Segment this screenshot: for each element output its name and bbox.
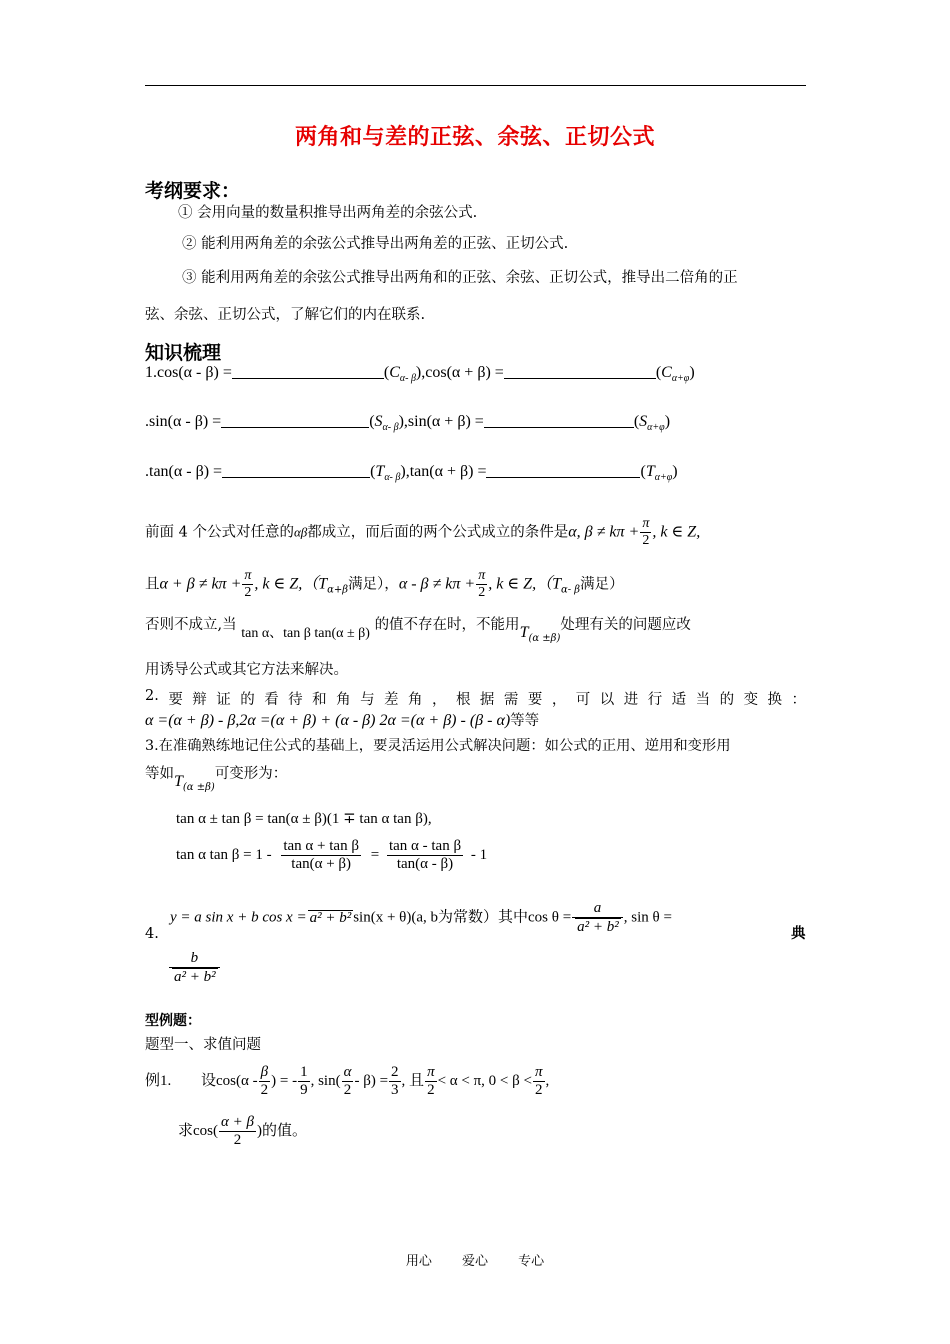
tan-diff-sub: α- β (384, 472, 401, 483)
ex1-d: - β) = (354, 1073, 389, 1090)
frac-den: 2 (219, 1131, 256, 1149)
cos-sum-sub: α+φ (671, 373, 690, 384)
frac-den: 2 (260, 1082, 269, 1099)
item2-char: 辩 (192, 692, 207, 708)
frac-den: 2 (476, 584, 487, 601)
pi-over-2-frac-3 (476, 568, 487, 601)
item2-char: 换 (767, 692, 783, 708)
cond2-head: 且 (145, 576, 160, 593)
ex1-frac-alpha (342, 1064, 354, 1100)
item4-mid: sin(x + θ)(a, b为常数）其中cos θ = (353, 909, 572, 926)
page-title: 两角和与差的正弦、余弦、正切公式 (294, 125, 655, 150)
item2-char: 和 (312, 692, 327, 708)
sin-sum-tag: S (639, 413, 648, 430)
frac-num: β (260, 1064, 269, 1080)
cos-diff-lhs: 1.cos(α - β) = (145, 364, 232, 381)
blank-sin-diff (221, 413, 369, 428)
requirement-3: ③ 能利用两角差的余弦公式推导出两角和的正弦、余弦、正切公式，推导出二倍角的正 (182, 270, 738, 286)
frac-den: tan(α - β) (387, 855, 463, 873)
item4-frac-b (168, 950, 221, 987)
sin-diff-tag: S (374, 413, 383, 430)
ask-b: )的值。 (256, 1123, 307, 1140)
item2-char: 角 (336, 692, 351, 708)
frac-num: π (244, 568, 252, 583)
item3-eq-1: tan α ± tan β = tan(α ± β)(1 ∓ tan α tan β), (176, 811, 432, 827)
cond2-T-sub-2: α- β (560, 584, 581, 596)
type-1-label: 题型一、求值问题 (145, 1037, 261, 1053)
ex1-label: 例1. (145, 1073, 172, 1090)
frac-num: α (343, 1064, 352, 1080)
sin-sum-lhs: ,sin(α + β) = (403, 413, 484, 430)
knowledge-heading: 知识梳理 (145, 342, 222, 364)
blank-cos-sum (504, 364, 656, 379)
item3-b: 可变形为： (214, 766, 288, 782)
cos-diff-sub: α- β (399, 373, 416, 384)
footer-item: 爱心 (461, 1254, 488, 1269)
pi-over-2-frac-2 (242, 568, 253, 601)
item3-T-sub: (α ±β) (182, 782, 215, 793)
item2-char: 的 (240, 692, 255, 708)
cond3-tan: tan α、tan β tan(α ± β) (241, 626, 370, 641)
ex1-frac-pi-2b (533, 1064, 545, 1100)
item3-line-1: 3.在准确熟练地记住公式的基础上，要灵活运用公式解决问题：如公式的正用、逆用和变形用 (145, 738, 731, 754)
item2-char: 的 (719, 692, 735, 708)
tan-sum-sub: α+φ (654, 472, 673, 483)
cond2-mid-2: , k ∈ Z,（ (488, 575, 553, 593)
frac-num: 2 (391, 1064, 399, 1080)
item2-math: α =(α + β) - β,2α =(α + β) + (α - β) 2α =(α + β) - (β - α) (145, 712, 511, 729)
item4-formula (170, 900, 672, 937)
cond2-T-1: T (318, 575, 328, 593)
cond-text-2: 都成立，而后面的两个公式成立的条件是 (307, 524, 569, 541)
eq2-frac-2 (387, 838, 463, 874)
tan-diff-lhs: .tan(α - β) = (145, 463, 223, 480)
tan-sum-lhs: ,tan(α + β) = (405, 463, 487, 480)
item2-char: 差 (384, 692, 399, 708)
item2-char: 需 (503, 692, 519, 708)
frac-num: α + β (221, 1114, 254, 1130)
sqrt-radicand: a² + b² (174, 969, 216, 986)
eq2-lhs: tan α tan β = 1 - (176, 847, 272, 864)
blank-cos-diff (232, 364, 384, 379)
formula-sin: $.\sin(\alpha - \beta) = (S_{\alpha- \beta}),\sin(\alpha + \beta) = (S_{\alpha+\varphi})$ (145, 413, 671, 433)
cond-tail-1: , k ∈ Z, (652, 523, 701, 541)
cos-sum-lhs: ,cos(α + β) = (421, 364, 504, 381)
item2-char: 角 (408, 692, 423, 708)
frac-den: 2 (640, 532, 651, 549)
conditions-line-1 (145, 516, 700, 549)
page-footer (0, 1250, 950, 1269)
item2-char: 与 (360, 692, 375, 708)
item2-char: 可 (575, 692, 591, 708)
tan-diff-tag: T (375, 463, 385, 480)
frac-num: π (534, 1064, 543, 1080)
ex1-frac-pi-2 (425, 1064, 437, 1100)
cond2-mid-1: , k ∈ Z,（ (254, 575, 319, 593)
cond2-T-sub-1: α+β (327, 584, 349, 596)
frac-num: π (478, 568, 486, 583)
frac-num: tan α + tan β (283, 838, 359, 854)
ask-a: 求cos( (178, 1123, 218, 1140)
pi-over-2-frac (640, 516, 651, 549)
ex1-g: , (545, 1073, 550, 1090)
cond2-math-2: α - β ≠ kπ + (398, 575, 476, 593)
conditions-line-2 (145, 568, 624, 601)
item3-eq-2 (176, 838, 487, 874)
blank-tan-diff (222, 463, 370, 478)
frac-num: a (593, 900, 602, 916)
eq2-tail: - 1 (470, 847, 488, 864)
item2-char: 进 (623, 692, 639, 708)
frac-b (169, 950, 220, 987)
frac-den: 2 (425, 1081, 437, 1099)
eq2-equals: = (370, 847, 380, 864)
item4-sqrt (308, 910, 354, 926)
item2-char: 根 (455, 692, 471, 708)
sqrt-radicand: a² + b² (577, 919, 619, 936)
header-rule (145, 85, 806, 86)
frac-den: tan(α + β) (281, 855, 361, 873)
ex1-b: ) = - (271, 1073, 298, 1090)
item2-char: ， (551, 692, 567, 708)
sin-sum-sub: α+φ (647, 422, 665, 433)
requirements-heading: 考纲要求： (145, 180, 241, 202)
cos-sum-tag: C (661, 364, 672, 381)
frac-num: tan α - tan β (388, 838, 462, 854)
frac-den: 9 (300, 1082, 308, 1099)
requirement-2: ② 能利用两角差的余弦公式推导出两角差的正弦、正切公式. (182, 236, 569, 252)
ex1-c: , sin( (310, 1073, 341, 1090)
ex1-frac-1-9 (298, 1064, 310, 1100)
frac-den: 2 (242, 584, 253, 601)
item2-char: 待 (288, 692, 303, 708)
requirement-1: ① 会用向量的数量积推导出两角差的余弦公式. (178, 205, 478, 221)
cond3-T-sub: (α ±β) (528, 633, 561, 644)
item2-char: 2. (145, 688, 159, 704)
tan-sum-tag: T (645, 463, 655, 480)
cond-text-1: 前面 4 个公式对任意的 (145, 524, 294, 541)
item2-char: 证 (216, 692, 231, 708)
example-1 (145, 1064, 549, 1100)
item2-char: 行 (647, 692, 663, 708)
ex1-frac-beta (259, 1064, 271, 1100)
item2-char: 要 (527, 692, 543, 708)
item2-tail: 等等 (510, 713, 540, 729)
item2-char: 看 (264, 692, 279, 708)
frac-den: 3 (391, 1082, 399, 1099)
frac-den: 2 (533, 1081, 545, 1099)
cond2-math-1: α + β ≠ kπ + (159, 575, 242, 593)
example-1-ask (178, 1114, 307, 1150)
sin-diff-sub: α- β (382, 422, 399, 433)
ex1-f: < α < π, 0 < β < (437, 1073, 532, 1090)
formula-cos: $1.\cos(\alpha - \beta) = (C_{\alpha- \beta}),\cos(\alpha + \beta) = (C_{\alpha+\varphi})$ (145, 364, 695, 384)
frac-num: b (190, 950, 199, 966)
cond3-c: 处理有关的问题应改 (560, 617, 691, 633)
item2-char: 以 (599, 692, 615, 708)
cond-math-1: α, β ≠ kπ + (568, 523, 640, 541)
cond2-sat-1: 满足）， (348, 576, 399, 593)
frac-num: 1 (300, 1064, 308, 1080)
item2-line-1 (145, 688, 806, 709)
eq2-frac-1 (281, 838, 361, 874)
ex1-frac-2-3 (389, 1064, 401, 1100)
cond3-a: 否则不成立,当 (145, 617, 237, 633)
item3-T: T (174, 773, 183, 790)
item4-lhs: y = a sin x + b cos x = (170, 909, 307, 926)
cond-alpha-beta: αβ (293, 524, 308, 540)
cos-diff-tag: C (389, 364, 400, 381)
ask-frac (219, 1114, 256, 1150)
item2-char: 据 (479, 692, 495, 708)
item2-line-2 (145, 713, 539, 729)
item4-number: 4. (145, 926, 159, 942)
examples-heading: 型例题： (145, 1013, 201, 1029)
blank-sin-sum (484, 413, 634, 428)
item2-char: ： (791, 692, 806, 708)
item2-char: 当 (695, 692, 711, 708)
frac-num: π (642, 516, 650, 531)
item2-char: ， (431, 692, 447, 708)
item3-a: 等如 (145, 766, 174, 782)
sqrt-radicand: a² + b² (309, 909, 352, 926)
frac-num: π (427, 1064, 435, 1080)
frac-den: 2 (342, 1081, 354, 1099)
cond3-b: 的值不存在时，不能用 (374, 617, 520, 633)
blank-tan-sum (486, 463, 640, 478)
conditions-line-3 (145, 617, 691, 644)
cond3-T: T (519, 624, 529, 641)
ex1-e: , 且 (401, 1073, 425, 1090)
cond2-sat-2: 满足） (580, 576, 624, 593)
ex1-a: 设cos(α - (201, 1073, 258, 1090)
item4-dian: 典 (791, 925, 806, 942)
item2-char: 要 (168, 692, 183, 708)
item4-sin: , sin θ = (623, 909, 672, 926)
footer-item: 用心 (405, 1254, 432, 1269)
item4-frac-a (572, 900, 623, 937)
cond2-T-2: T (552, 575, 561, 593)
formula-tan: $.\tan(\alpha - \beta) = (T_{\alpha- \beta}),\tan(\alpha + \beta) = (T_{\alpha+\varphi})$ (145, 463, 678, 483)
conditions-line-4: 用诱导公式或其它方法来解决。 (145, 662, 348, 678)
item2-char: 变 (743, 692, 759, 708)
sin-diff-lhs: .sin(α - β) = (145, 413, 222, 430)
item2-char: 适 (671, 692, 687, 708)
requirement-3-cont: 弦、余弦、正切公式，了解它们的内在联系. (145, 307, 426, 323)
footer-item: 专心 (518, 1254, 545, 1269)
